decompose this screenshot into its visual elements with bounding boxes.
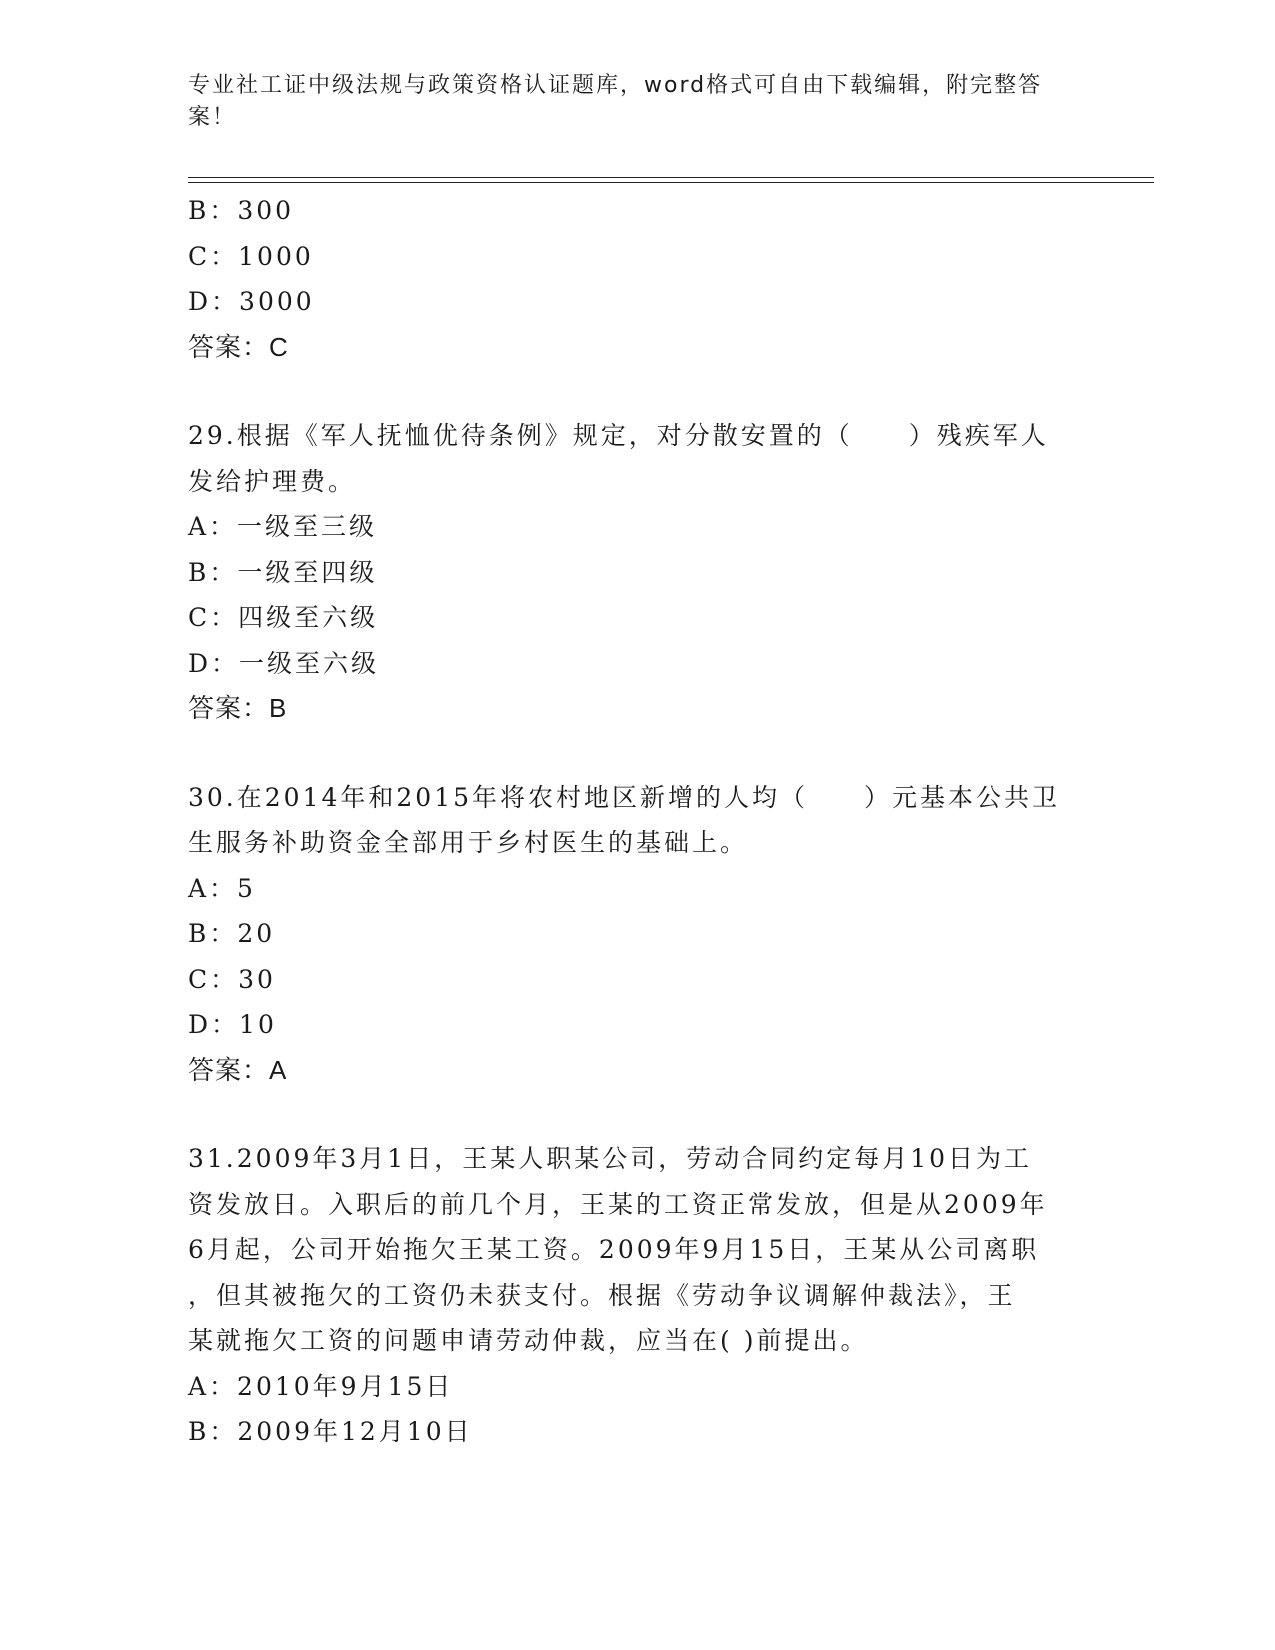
question-text-line: 生服务补助资金全部用于乡村医生的基础上。: [188, 828, 749, 857]
question-text-line: 发给护理费。: [188, 466, 357, 496]
question-text-line: ，但其被拖欠的工资仍未获支付。根据《劳动争议调解仲裁法》，王: [188, 1280, 1016, 1310]
question-text-line: 29.根据《军人抚恤优待条例》规定，对分散安置的（ ）残疾军人: [188, 421, 1049, 450]
option-a: A：5: [188, 873, 256, 903]
option-c: C：30: [188, 964, 276, 994]
page-header: [188, 70, 1068, 134]
question-29: [188, 413, 1088, 732]
header-line-2: 案！: [188, 105, 237, 130]
answer: 答案：C: [188, 331, 289, 362]
question-text-line: 31.2009年3月1日，王某人职某公司，劳动合同约定每月10日为工: [188, 1144, 1033, 1173]
question-31: [188, 1136, 1088, 1455]
option-c: C：1000: [188, 241, 314, 271]
header-divider-top: [188, 177, 1154, 178]
question-28-tail: [188, 188, 1088, 370]
answer: 答案：B: [188, 693, 288, 723]
option-d: D：10: [188, 1010, 277, 1039]
option-d: D：3000: [188, 287, 315, 316]
option-b: B：20: [188, 919, 276, 948]
header-line-1: 专业社工证中级法规与政策资格认证题库，word格式可自由下载编辑，附完整答: [188, 73, 1043, 98]
option-a: A：一级至三级: [188, 512, 378, 541]
question-text-line: 资发放日。入职后的前几个月，王某的工资正常发放，但是从2009年: [188, 1189, 1048, 1219]
header-divider-bottom: [188, 182, 1154, 183]
question-text-line: 6月起，公司开始拖欠王某工资。2009年9月15日，王某从公司离职: [188, 1235, 1040, 1264]
question-text-line: 30.在2014年和2015年将农村地区新增的人均（ ）元基本公共卫: [188, 782, 1061, 812]
option-a: A：2010年9月15日: [188, 1371, 454, 1401]
option-b: B：300: [188, 196, 295, 225]
option-b: B：一级至四级: [188, 557, 378, 587]
option-b: B：2009年12月10日: [188, 1417, 473, 1446]
answer: 答案：A: [188, 1054, 288, 1085]
option-d: D：一级至六级: [188, 648, 380, 678]
question-text-line: 某就拖欠工资的问题申请劳动仲裁，应当在( )前提出。: [188, 1326, 869, 1355]
question-30: [188, 775, 1088, 1094]
option-c: C：四级至六级: [188, 603, 379, 632]
question-list: [188, 188, 1088, 1455]
